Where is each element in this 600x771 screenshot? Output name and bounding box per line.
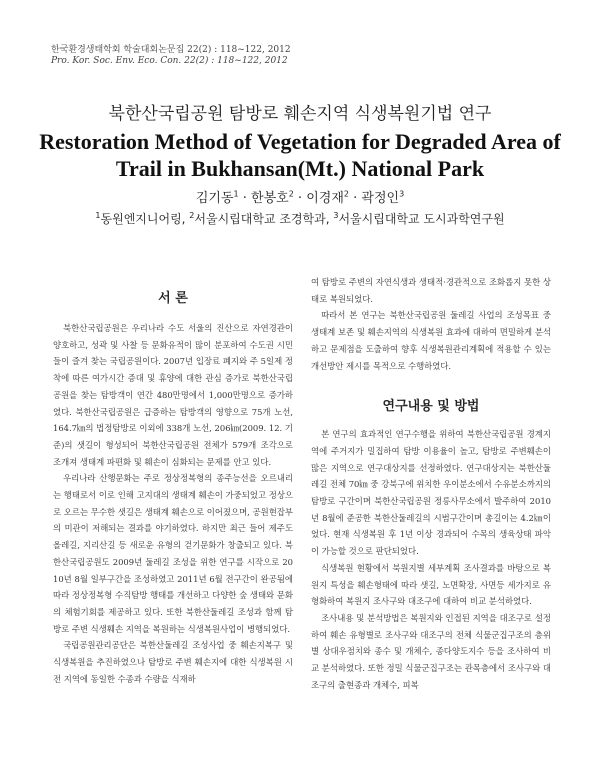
affiliation: 동원엔지니어링, [100, 212, 190, 226]
section-heading-introduction: 서 론 [158, 291, 188, 306]
title-korean: 북한산국립공원 탐방로 훼손지역 식생복원기법 연구 [108, 104, 492, 124]
author-list [0, 187, 600, 206]
author-name: 이경재 [306, 191, 344, 206]
author-affil-mark: 2 [288, 189, 294, 199]
author-separator: · [348, 191, 362, 206]
body-paragraph: 따라서 본 연구는 북한산국립공원 둘레길 사업의 조성목표 중 생태계 보존 및 훼손지역의 식생복원 효과에 대하여 면밀하게 분석하고 문제점을 도출하여 향후 식생복원관리계획에 적용할 수 있는 개선방안 제시를 목적으로 수행하였다. [311, 310, 551, 371]
author-name: 곽정인 [361, 191, 400, 206]
journal-header-english: Pro. Kor. Soc. Env. Eco. Con. 22(2) : 118~122, 2012 [51, 56, 288, 66]
affil-mark: 2 [189, 211, 195, 220]
affiliation: 서울시립대학교 조경학과, [194, 212, 334, 226]
body-paragraph: 북한산국립공원은 우리나라 수도 서울의 진산으로 자연경관이 양호하고, 성곽 및 사찰 등 문화유적이 많이 분포하여 수도권 시민들이 즐겨 찾는 국립공원이다. 2007년 입장료 폐지와 주 5일제 정착에 따른 여가시간 증대 및 휴양에 대한 관심 증가로 북한산국립공원을 찾는 탐방객이 연간 480만명에서 1,000만명으로 증가하였다. 북한산국립공원은 급증하는 탐방객의 영향으로 75개 노선, 164.7㎞의 법정탐방로 이외에 338개 노선, 206㎞(2009. 12. 기준)의 샛길이 형성되어 북한산국립공원 전체가 579개 조각으로 조개져 생태계 파편화 및 훼손이 심화되는 문제를 안고 있다. [53, 323, 293, 467]
author-name: 한봉호 [251, 191, 289, 206]
left-column [53, 288, 293, 687]
author-name: 김기동 [195, 191, 234, 206]
author-affil-mark: 1 [233, 189, 239, 199]
author-affil-mark: 3 [399, 189, 405, 199]
title-english: Restoration Method of Vegetation for Degraded Area of Trail in Bukhansan(Mt.) National Park [39, 129, 561, 181]
affil-mark: 1 [95, 211, 101, 220]
affil-mark: 3 [333, 211, 339, 220]
author-separator: · [293, 191, 307, 206]
body-paragraph: 국립공원관리공단은 북한산둘레길 조성사업 중 훼손지복구 및 식생복원을 추진하였으나 탐방로 주변 훼손지에 대한 식생복원 시 전 지역에 동일한 수종과 수량을 식재하 [53, 640, 293, 684]
section-heading-methods: 연구내용 및 방법 [382, 399, 480, 415]
body-paragraph: 조사내용 및 분석방법은 복원지와 인접된 지역을 대조구로 설정하여 훼손 유형별로 조사구와 대조구의 전체 식물군집구조의 층위별 상대우점치와 종수 및 개체수, 종다양도지수 등을 조사하여 비교 분석하였다. 또한 정밀 식물군집구조는 관목층에서 조사구와 대조구의 출현종과 개체수, 피복 [311, 612, 551, 690]
right-column [311, 274, 551, 693]
author-affil-mark: 2 [343, 189, 349, 199]
journal-header-korean: 한국환경생태학회 학술대회논문집 22(2) : 118~122, 2012 [51, 45, 291, 55]
author-separator: · [238, 191, 252, 206]
body-paragraph: 본 연구의 효과적인 연구수행을 위하여 북한산국립공원 경계지역에 주거지가 밀집하여 탐방 이용율이 높고, 탐방로 주변훼손이 많은 지역으로 연구대상지를 선정하였다. 연구대상지는 북한산둘레길 전체 70㎞ 중 강북구에 위치한 우이분소에서 수유분소까지의 탐방로 구간이며 북한산국립공원 정릉사무소에서 발주하여 2010년 8월에 준공한 북한산둘레길의 시범구간이며 총길이는 4.2㎞이었다. 현재 식생복원 후 1년 이상 경과되어 수목의 생육상태 파악이 가능할 것으로 판단되었다. [311, 429, 551, 557]
body-paragraph: 여 탐방로 주변의 자연식생과 생태적·경관적으로 조화롭지 못한 상태로 복원되었다. [311, 277, 551, 304]
body-paragraph: 우리나라 산행문화는 주로 정상정복형의 종주능선을 오르내리는 행태로서 이로 인해 고지대의 생태계 훼손이 가중되었고 정상으로 오르는 무수한 샛길은 생태계 훼손으로 이어졌으며, 공원현잡부의 미관이 저해되는 결과를 야기하였다. 하지만 최근 들어 제주도 올레길, 지리산길 등 새로운 유형의 걷기문화가 창출되고 있다. 북한산국립공원도 2009년 둘레길 조성을 위한 연구를 시작으로 2010년 8월 일부구간을 조성하였고 2011년 6월 전구간이 완공됨에 따라 정상정복형 수직탐방 행태를 개선하고 다양한 숲 생태와 문화의 체험기회를 제공하고 있다. 또한 북한산둘레길 조성과 함께 탐방로 주변 식생훼손 지역을 복원하는 식생복원사업이 병행되었다. [53, 473, 293, 634]
affiliation-list [0, 210, 600, 227]
affiliation: 서울시립대학교 도시과학연구원 [338, 212, 505, 226]
body-paragraph: 식생복원 현황에서 북원지별 세부계획 조사결과를 바탕으로 복원지 특성을 훼손형태에 따라 샛길, 노면확장, 사면등 세가지로 유형화하여 복원지 조사구와 대조구에 대하여 비교 분석하였다. [311, 562, 551, 607]
